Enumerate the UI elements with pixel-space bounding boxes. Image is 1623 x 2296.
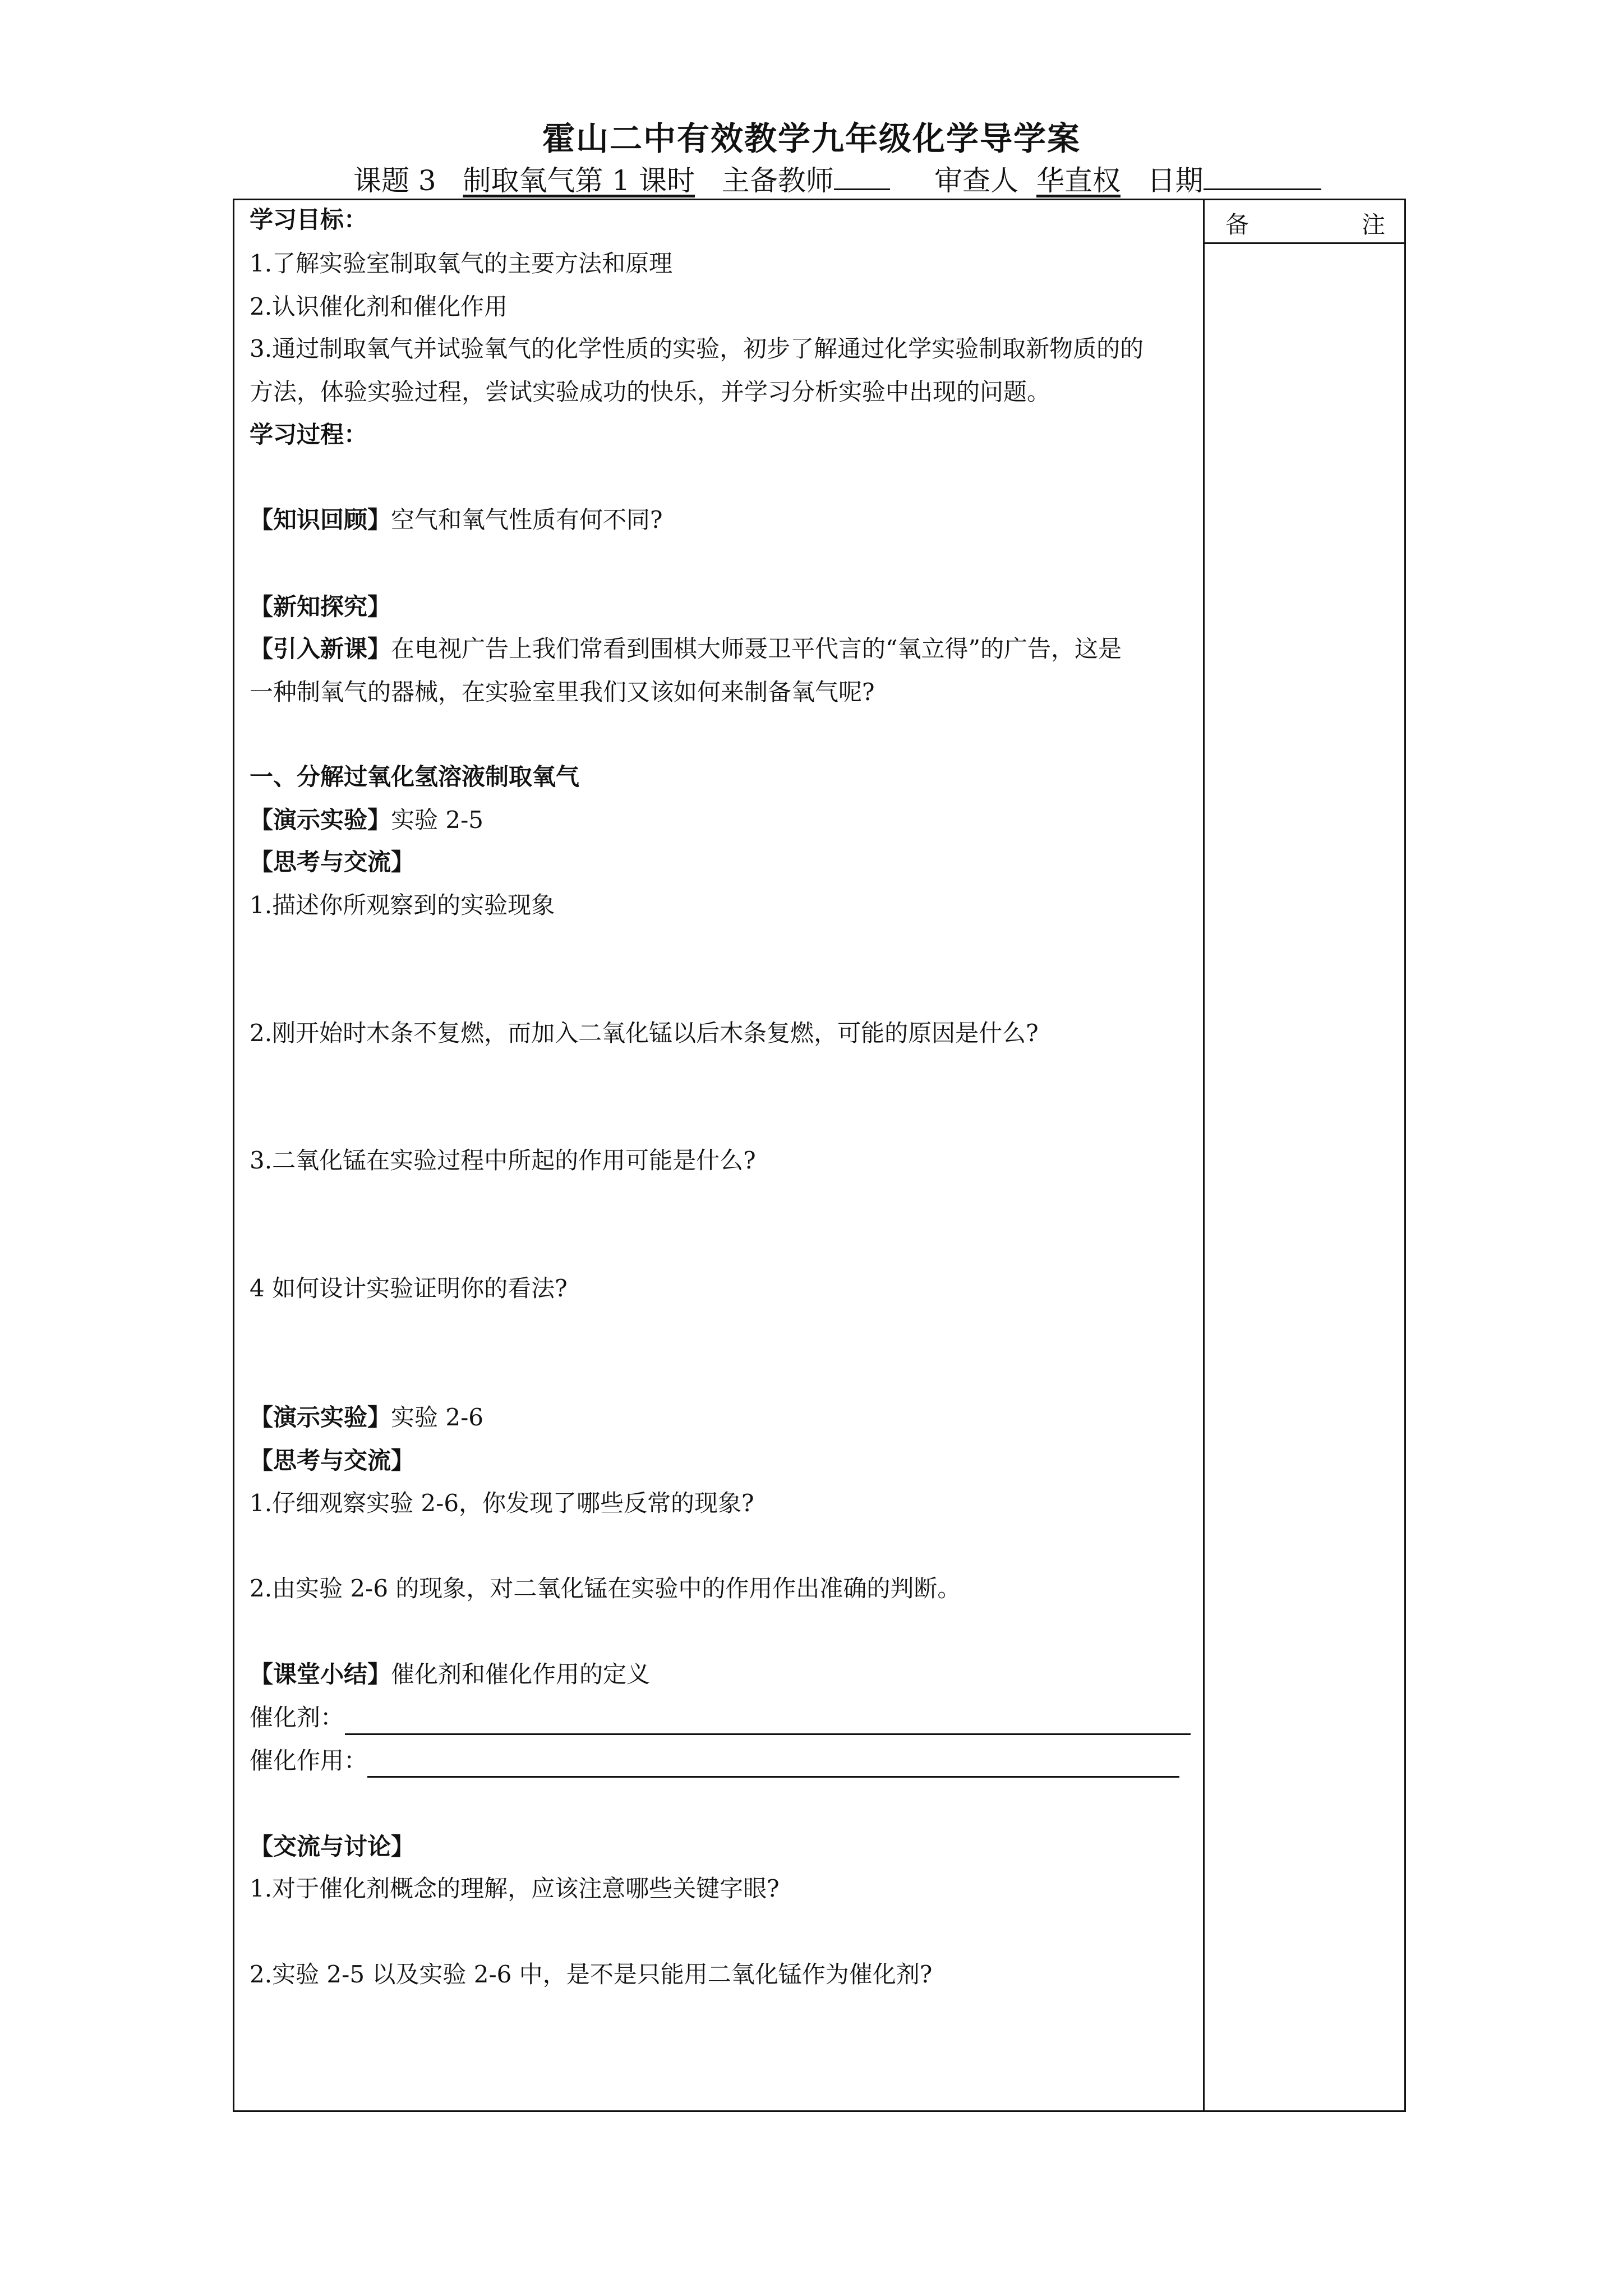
discuss-tag: 【交流与讨论】 <box>250 1833 415 1860</box>
demo-1-line <box>250 805 483 836</box>
catalysis-label: 催化作用： <box>250 1747 368 1774</box>
process-heading: 学习过程： <box>250 421 368 448</box>
date-label: 日期 <box>1147 164 1204 197</box>
question-2: 2.刚开始时木条不复燃，而加入二氧化锰以后木条复燃，可能的原因是什么? <box>250 1019 1039 1047</box>
discussion-2: 2.实验 2-5 以及实验 2-6 中，是不是只能用二氧化锰作为催化剂? <box>250 1961 933 1988</box>
question-3: 3.二氧化锰在实验过程中所起的作用可能是什么? <box>250 1147 756 1174</box>
review-tag: 【知识回顾】 <box>250 506 391 533</box>
document-title: 霍山二中有效教学九年级化学导学案 <box>542 119 1081 158</box>
summary-line <box>250 1659 650 1690</box>
question-4: 4 如何设计实验证明你的看法? <box>250 1274 568 1302</box>
summary-tag: 【课堂小结】 <box>250 1660 391 1688</box>
catalyst-label: 催化剂： <box>250 1704 344 1731</box>
topic-label: 课题 3 <box>353 164 436 197</box>
remarks-char-2: 注 <box>1361 211 1385 238</box>
demo-2-line <box>250 1402 483 1433</box>
catalysis-answer-line[interactable] <box>367 1776 1179 1778</box>
demo-2-tag: 【演示实验】 <box>250 1404 391 1431</box>
goal-3-line-a: 3.通过制取氧气并试验氧气的化学性质的实验，初步了解通过化学实验制取新物质的的 <box>250 335 1144 362</box>
intro-line-a <box>250 634 1122 665</box>
intro-line-b: 一种制氧气的器械，在实验室里我们又该如何来制备氧气呢? <box>250 678 875 706</box>
think-1-tag: 【思考与交流】 <box>250 848 415 876</box>
review-text: 空气和氧气性质有何不同? <box>391 506 663 533</box>
intro-text-a: 在电视广告上我们常看到围棋大师聂卫平代言的“氧立得”的广告，这是 <box>391 635 1122 662</box>
catalyst-answer-line[interactable] <box>345 1733 1191 1735</box>
demo-1-tag: 【演示实验】 <box>250 806 391 834</box>
think-2-tag: 【思考与交流】 <box>250 1447 415 1474</box>
question-6: 2.由实验 2-6 的现象，对二氧化锰在实验中的作用作出准确的判断。 <box>250 1575 961 1602</box>
reviewer-value: 华直权 <box>1036 164 1121 197</box>
remarks-header-divider <box>1203 242 1406 244</box>
summary-text: 催化剂和催化作用的定义 <box>391 1660 651 1688</box>
goal-2: 2.认识催化剂和催化作用 <box>250 293 508 320</box>
topic-value: 制取氧气第 1 课时 <box>463 164 695 197</box>
explore-tag: 【新知探究】 <box>250 593 391 620</box>
remarks-char-1: 备 <box>1225 211 1249 238</box>
discussion-1: 1.对于催化剂概念的理解，应该注意哪些关键字眼? <box>250 1875 780 1902</box>
goal-1: 1.了解实验室制取氧气的主要方法和原理 <box>250 250 673 277</box>
goals-heading: 学习目标： <box>250 206 368 233</box>
remarks-header <box>1225 206 1385 240</box>
reviewer-label: 审查人 <box>934 164 1019 197</box>
header-info-line <box>353 158 1321 199</box>
teacher-label: 主备教师 <box>721 164 834 197</box>
section-1-heading: 一、分解过氧化氢溶液制取氧气 <box>250 763 580 790</box>
date-blank[interactable] <box>1204 164 1321 190</box>
question-1: 1.描述你所观察到的实验现象 <box>250 891 555 919</box>
teacher-blank[interactable] <box>834 164 890 190</box>
remarks-column-divider <box>1203 199 1205 2112</box>
demo-1-text: 实验 2-5 <box>391 806 484 834</box>
review-line <box>250 505 663 536</box>
question-5: 1.仔细观察实验 2-6，你发现了哪些反常的现象? <box>250 1489 754 1517</box>
intro-tag: 【引入新课】 <box>250 635 391 662</box>
goal-3-line-b: 方法，体验实验过程，尝试实验成功的快乐，并学习分析实验中出现的问题。 <box>250 378 1051 406</box>
demo-2-text: 实验 2-6 <box>391 1404 484 1431</box>
